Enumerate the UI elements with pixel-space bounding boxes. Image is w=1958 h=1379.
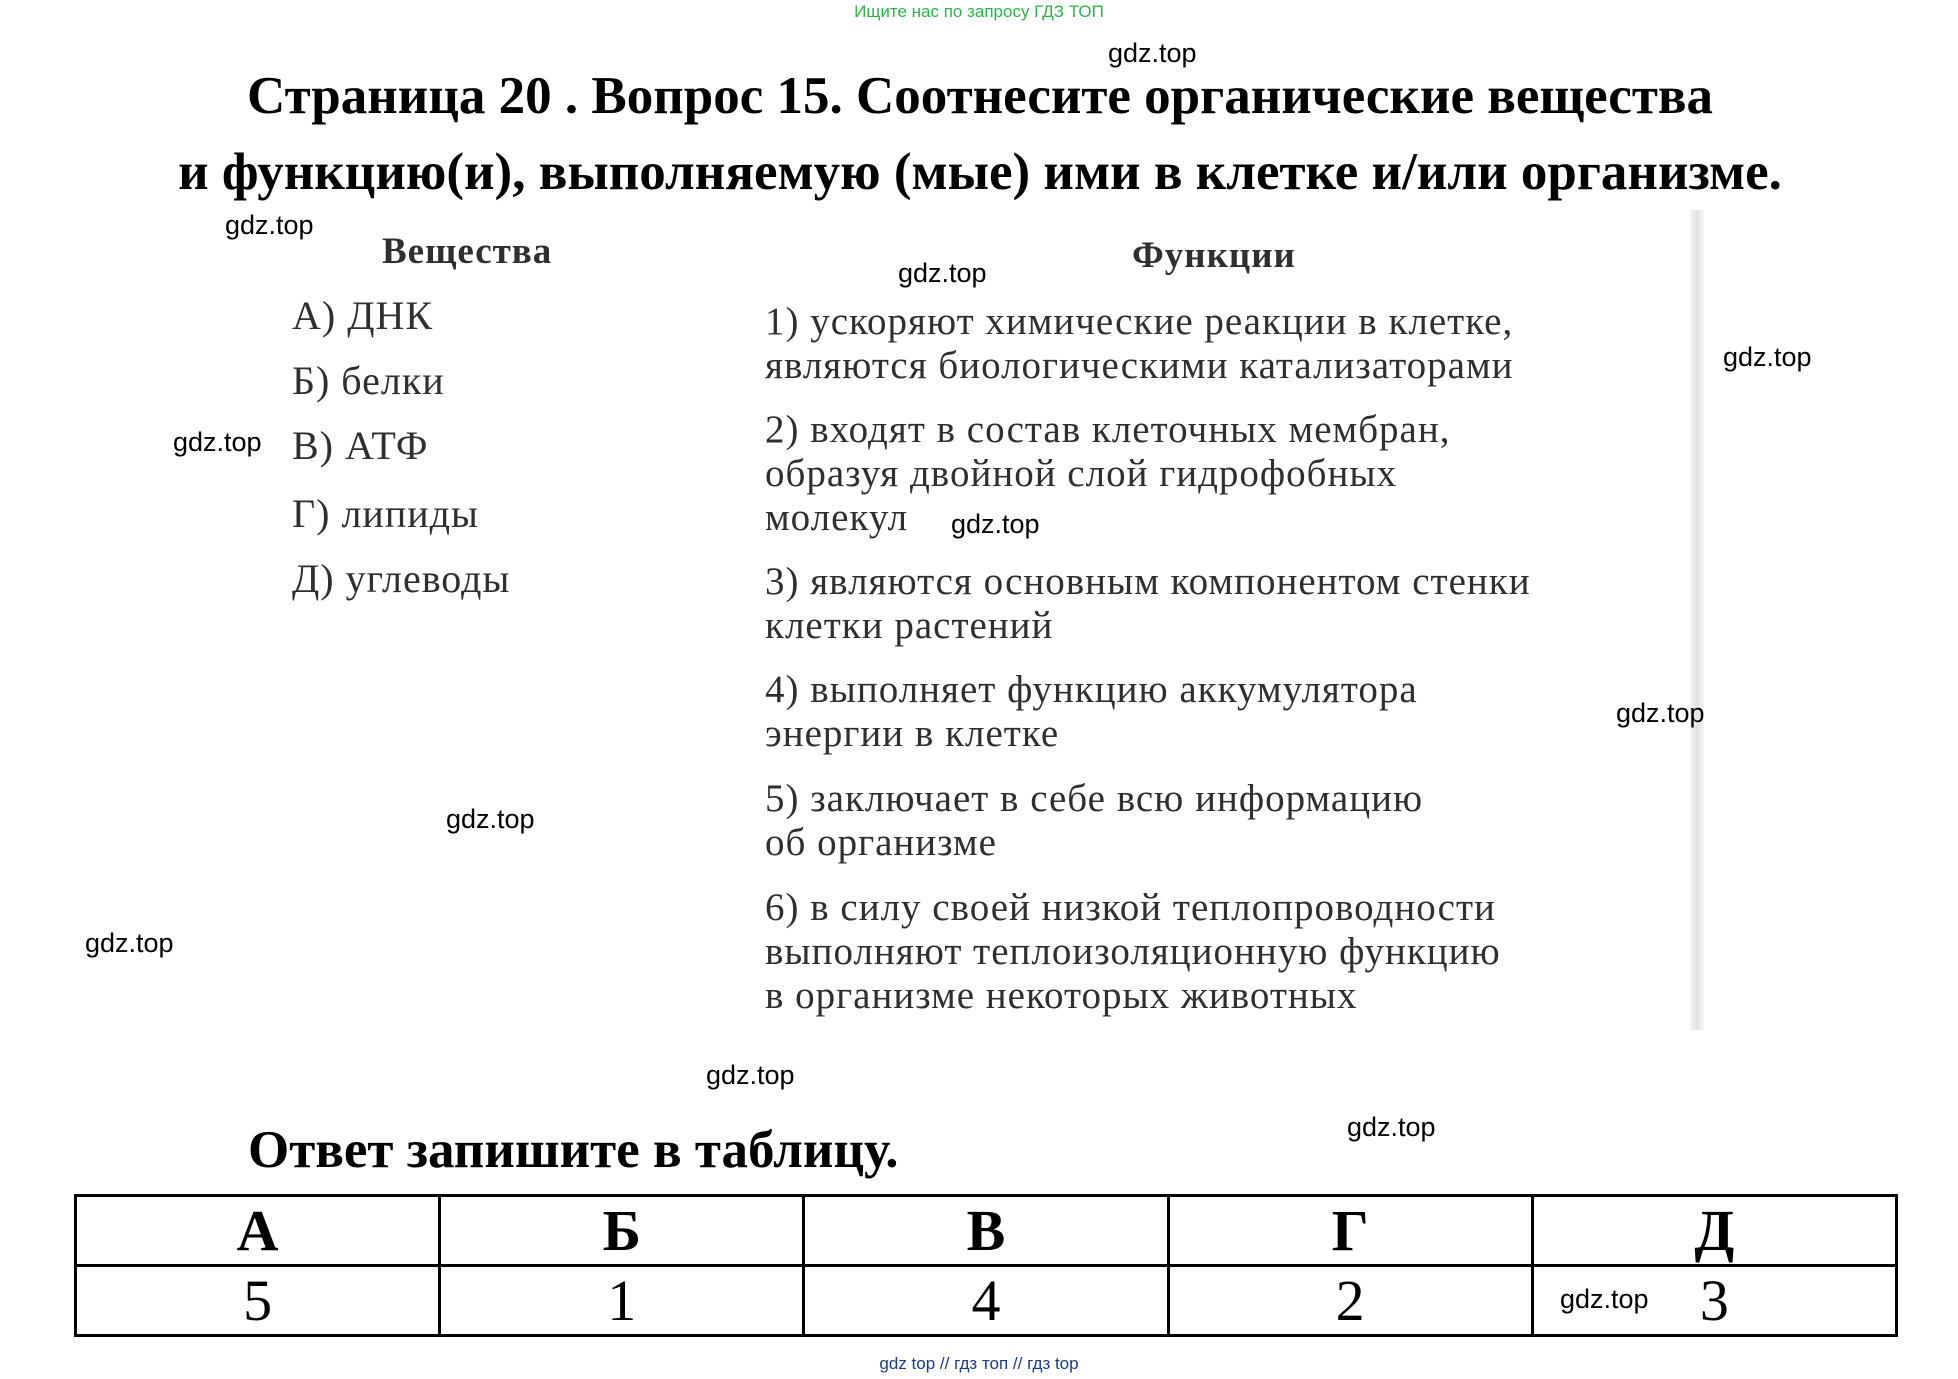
watermark: gdz.top <box>1616 698 1705 728</box>
function-item-5: 5) заключает в себе всю информацию об организме <box>765 777 1424 864</box>
watermark: gdz.top <box>706 1060 795 1090</box>
answer-header-row <box>76 1196 1897 1266</box>
watermark: gdz.top <box>951 509 1040 539</box>
function-item-1: 1) ускоряют химические реакции в клетке, являются биологическими катализаторами <box>765 300 1514 387</box>
answer-value-cell: 2 <box>1168 1266 1532 1336</box>
watermark: gdz.top <box>85 928 174 958</box>
title-line-1: Страница 20 . Вопрос 15. Соотнесите органические вещества <box>247 67 1713 125</box>
substance-item-d: Д) углеводы <box>292 556 511 601</box>
answer-value-cell: 4 <box>804 1266 1168 1336</box>
functions-header: Функции <box>1132 235 1296 276</box>
function-item-3: 3) являются основным компонентом стенки клетки растений <box>765 560 1531 647</box>
substance-item-b: Б) белки <box>292 358 445 403</box>
watermark: gdz.top <box>1723 342 1812 372</box>
function-item-2: 2) входят в состав клеточных мембран, образуя двойной слой гидрофобных молекул <box>765 408 1451 539</box>
function-item-6: 6) в силу своей низкой теплопроводности выполняют теплоизоляционную функцию в организме некоторых животных <box>765 886 1501 1017</box>
answer-header-cell: Г <box>1168 1196 1532 1266</box>
answer-table <box>74 1194 1898 1337</box>
substance-item-g: Г) липиды <box>292 491 479 536</box>
answer-value-cell: 3 <box>1532 1266 1896 1336</box>
scan-page-edge <box>1690 210 1704 1030</box>
watermark: gdz.top <box>173 427 262 457</box>
answer-label: Ответ запишите в таблицу. <box>248 1121 899 1179</box>
top-banner: Ищите нас по запросу ГДЗ ТОП <box>854 2 1104 21</box>
answer-header-cell: В <box>804 1196 1168 1266</box>
title-line-2: и функцию(и), выполняемую (мые) ими в клетке и/или организме. <box>178 143 1782 201</box>
substance-item-a: А) ДНК <box>292 293 434 338</box>
page-title <box>60 58 1900 210</box>
substances-header: Вещества <box>382 231 553 272</box>
watermark: gdz.top <box>225 210 314 240</box>
footer-links[interactable]: gdz top // гдз топ // гдз top <box>879 1354 1079 1373</box>
watermark: gdz.top <box>1560 1284 1649 1314</box>
answer-value-cell: 1 <box>440 1266 804 1336</box>
answer-header-cell: А <box>76 1196 440 1266</box>
watermark: gdz.top <box>446 804 535 834</box>
answer-header-cell: Б <box>440 1196 804 1266</box>
watermark: gdz.top <box>898 258 987 288</box>
answer-value-cell: 5 <box>76 1266 440 1336</box>
function-item-4: 4) выполняет функцию аккумулятора энергии в клетке <box>765 668 1418 755</box>
answer-header-cell: Д <box>1532 1196 1896 1266</box>
watermark: gdz.top <box>1108 38 1197 68</box>
watermark: gdz.top <box>1347 1112 1436 1142</box>
substance-item-v: В) АТФ <box>292 423 429 468</box>
